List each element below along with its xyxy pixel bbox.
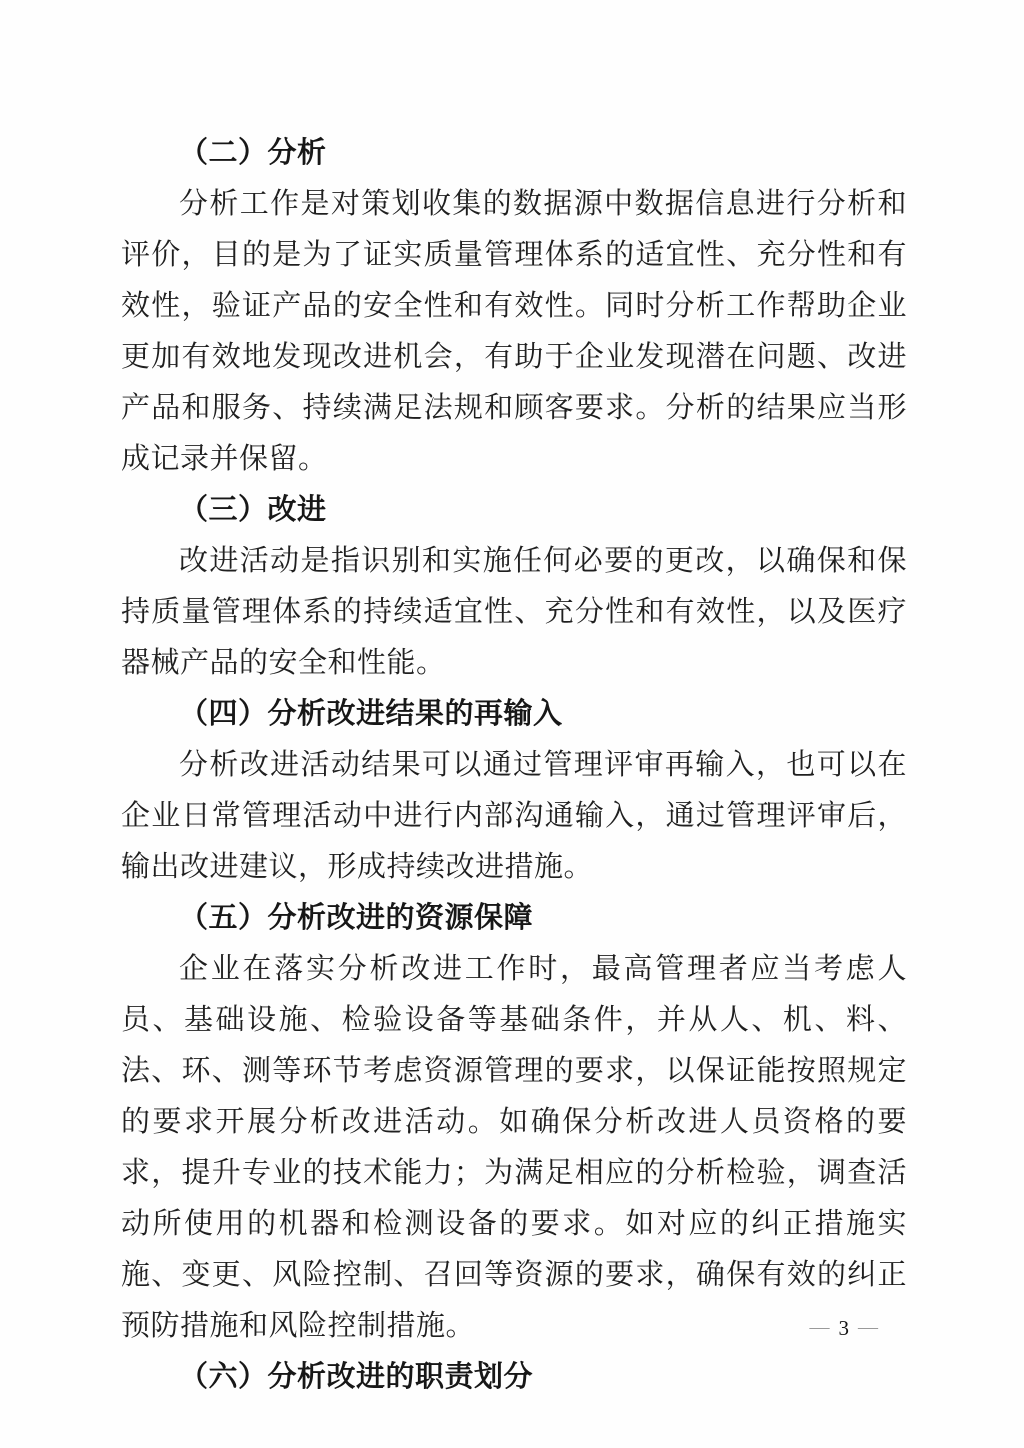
section-paragraph-analysis: 分析工作是对策划收集的数据源中数据信息进行分析和评价，目的是为了证实质量管理体系的适宜性、充分性和有效性，验证产品的安全性和有效性。同时分析工作帮助企业更加有效地发现改进机会，有助于企业发现潜在问题、改进产品和服务、持续满足法规和顾客要求。分析的结果应当形成记录并保留。 xyxy=(121,188,907,475)
section-heading-resources: （五）分析改进的资源保障 xyxy=(179,902,534,934)
footer-dash-left: — xyxy=(809,1316,830,1338)
page-number: 3 xyxy=(838,1316,849,1340)
footer-dash-right: — xyxy=(858,1316,878,1338)
section-paragraph-reinput: 分析改进活动结果可以通过管理评审再输入，也可以在企业日常管理活动中进行内部沟通输入，通过管理评审后，输出改进建议，形成持续改进措施。 xyxy=(121,749,907,883)
section-paragraph-improvement: 改进活动是指识别和实施任何必要的更改，以确保和保持质量管理体系的持续适宜性、充分性和有效性，以及医疗器械产品的安全和性能。 xyxy=(121,545,907,679)
section-heading-analysis: （二）分析 xyxy=(179,137,327,169)
section-paragraph-resources: 企业在落实分析改进工作时，最高管理者应当考虑人员、基础设施、检验设备等基础条件，并从人、机、料、法、环、测等环节考虑资源管理的要求，以保证能按照规定的要求开展分析改进活动。如确保分析改进人员资格的要求，提升专业的技术能力；为满足相应的分析检验，调查活动所使用的机器和检测设备的要求。如对应的纠正措施实施、变更、风险控制、召回等资源的要求，确保有效的纠正预防措施和风险控制措施。 xyxy=(121,953,907,1342)
section-heading-responsibilities: （六）分析改进的职责划分 xyxy=(179,1361,534,1393)
document-body xyxy=(121,128,907,1403)
page-footer xyxy=(810,1314,879,1342)
section-heading-improvement: （三）改进 xyxy=(179,494,327,526)
section-heading-reinput: （四）分析改进结果的再输入 xyxy=(179,698,563,730)
